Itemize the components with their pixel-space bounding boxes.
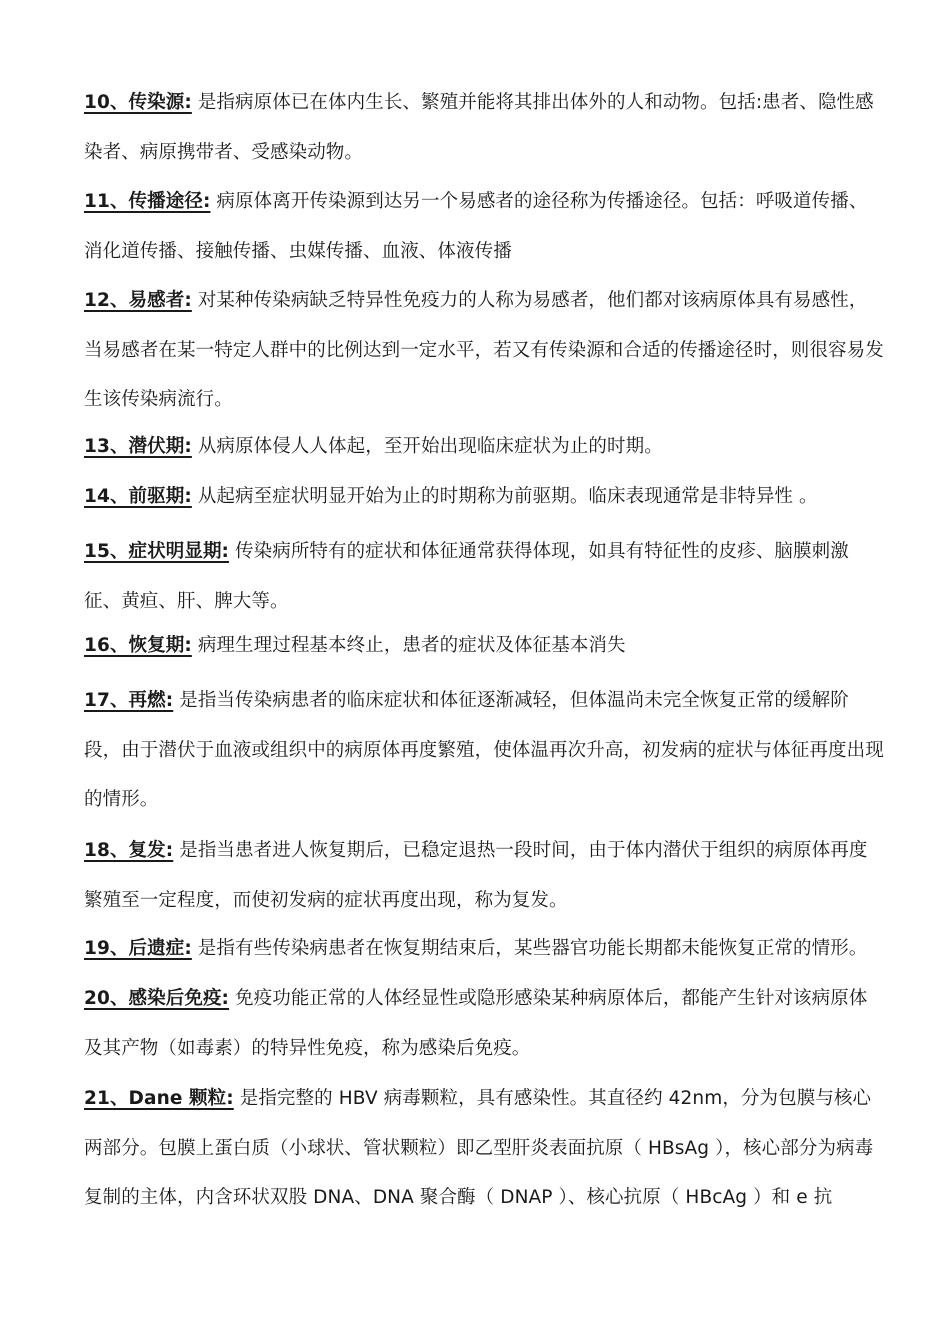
term: 12、易感者: bbox=[84, 290, 192, 311]
definition-text: 是指当患者进人恢复期后，已稳定退热一段时间，由于体内潜伏于组织的病原体再度繁殖至一定程度，而使初发病的症状再度出现，称为复发。 bbox=[84, 840, 868, 911]
term: 20、感染后免疫: bbox=[84, 988, 230, 1009]
definition-text: 从起病至症状明显开始为止的时期称为前驱期。临床表现通常是非特异性 。 bbox=[191, 486, 818, 507]
definition-text: 传染病所特有的症状和体征通常获得体现，如具有特征性的皮疹、脑膜刺激征、黄疸、肝、脾大等。 bbox=[84, 541, 849, 612]
term: 10、传染源: bbox=[84, 92, 192, 113]
definition-text: 是指完整的 HBV 病毒颗粒，具有感染性。其直径约 42nm，分为包膜与核心两部分。包膜上蛋白质（小球状、管状颗粒）即乙型肝炎表面抗原（ HBsAg ），核心部分为病毒复制的主体，内含环状双股 DNA、DNA 聚合酶（ DNAP ）、核心抗原（ HBcAg ）和 e 抗 bbox=[84, 1088, 874, 1208]
term: 13、潜伏期: bbox=[84, 436, 192, 457]
definition-text: 病理生理过程基本终止，患者的症状及体征基本消失 bbox=[191, 635, 626, 656]
definition-12 bbox=[84, 276, 884, 425]
definition-text: 从病原体侵人人体起，至开始出现临床症状为止的时期。 bbox=[191, 436, 663, 457]
definition-text: 是指病原体已在体内生长、繁殖并能将其排出体外的人和动物。包括:患者、隐性感染者、病原携带者、受感染动物。 bbox=[84, 92, 874, 163]
term: 18、复发: bbox=[84, 840, 174, 861]
term: 21、Dane 颗粒: bbox=[84, 1088, 234, 1109]
term: 14、前驱期: bbox=[84, 486, 192, 507]
definition-21 bbox=[84, 1074, 884, 1223]
definition-14 bbox=[84, 472, 884, 522]
definition-20 bbox=[84, 974, 884, 1073]
definition-text: 对某种传染病缺乏特异性免疫力的人称为易感者，他们都对该病原体具有易感性，当易感者在某一特定人群中的比例达到一定水平，若又有传染源和合适的传播途径时，则很容易发生该传染病流行。 bbox=[84, 290, 884, 410]
definition-text: 免疫功能正常的人体经显性或隐形感染某种病原体后，都能产生针对该病原体及其产物（如毒素）的特异性免疫，称为感染后免疫。 bbox=[84, 988, 868, 1059]
definition-11 bbox=[84, 177, 884, 276]
term: 16、恢复期: bbox=[84, 635, 192, 656]
definition-19 bbox=[84, 924, 884, 974]
definition-18 bbox=[84, 826, 884, 925]
definition-16 bbox=[84, 621, 884, 671]
term: 15、症状明显期: bbox=[84, 541, 230, 562]
definition-10 bbox=[84, 78, 884, 177]
definition-text: 是指当传染病患者的临床症状和体征逐渐减轻，但体温尚未完全恢复正常的缓解阶段，由于潜伏于血液或组织中的病原体再度繁殖，使体温再次升高，初发病的症状与体征再度出现的情形。 bbox=[84, 690, 884, 810]
definition-15 bbox=[84, 527, 884, 626]
term: 19、后遗症: bbox=[84, 938, 192, 959]
definition-text: 病原体离开传染源到达另一个易感者的途径称为传播途径。包括：呼吸道传播、消化道传播、接触传播、虫媒传播、血液、体液传播 bbox=[84, 191, 868, 262]
definition-13 bbox=[84, 422, 884, 472]
term: 17、再燃: bbox=[84, 690, 174, 711]
term: 11、传播途径: bbox=[84, 191, 211, 212]
definition-17 bbox=[84, 676, 884, 825]
definition-text: 是指有些传染病患者在恢复期结束后，某些器官功能长期都未能恢复正常的情形。 bbox=[191, 938, 868, 959]
